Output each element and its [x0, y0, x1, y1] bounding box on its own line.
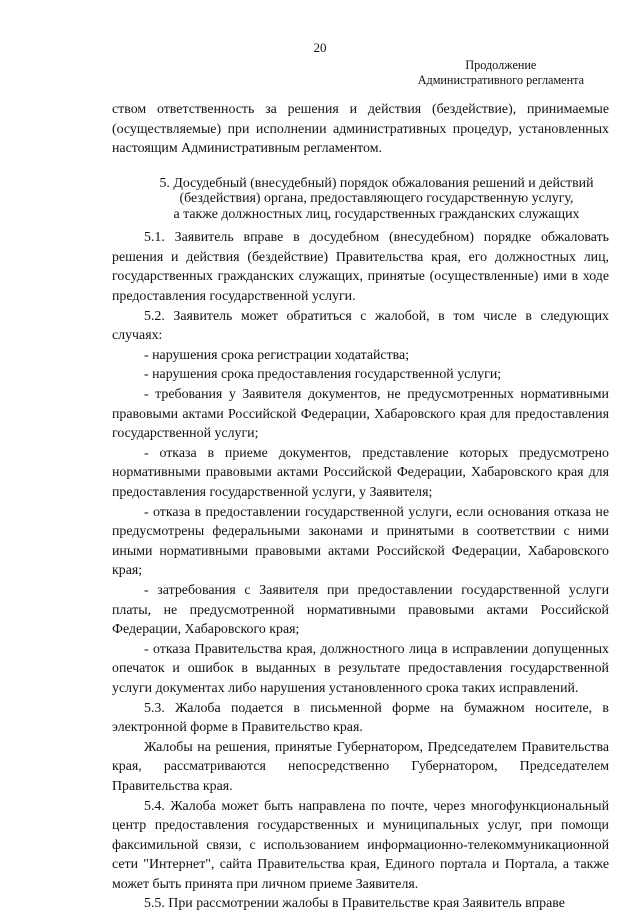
list-item: - нарушения срока регистрации ходатайства; — [144, 347, 410, 363]
list-item: - нарушения срока предоставления государственной услуги; — [144, 367, 502, 383]
section-heading-line: 5. Досудебный (внесудебный) порядок обжалования решений и действий — [159, 175, 594, 191]
paragraph-complaints: Жалобы на решения, принятые Губернатором, Председателем Правительства края, рассматриваются непосредственно Губернатором, Председателем Правительства края. — [112, 739, 609, 794]
list-item: - требования у Заявителя документов, не предусмотренных нормативными правовыми актами Российской Федерации, Хабаровского края для предоставления государственной услуги; — [112, 387, 609, 442]
paragraph-5-3: 5.3. Жалоба подается в письменной форме на бумажном носителе, в электронной форме в Правительство края. — [112, 700, 609, 736]
paragraph-5-1: 5.1. Заявитель вправе в досудебном (внесудебном) порядке обжаловать решения и действия (бездействие) Правительства края, его должностных лиц, государственных гражданских служащих, принятые (осуществленные) ими в ходе предоставления государственной услуги. — [112, 230, 609, 305]
paragraph-5-2: 5.2. Заявитель может обратиться с жалобой, в том числе в следующих случаях: — [112, 308, 609, 344]
section-heading-line: а также должностных лиц, государственных гражданских служащих — [173, 206, 580, 222]
section-heading-line: (бездействия) органа, предоставляющего государственную услугу, — [179, 191, 574, 207]
document-body — [112, 100, 609, 914]
list-item: - отказа в предоставлении государственной услуги, если основания отказа не предусмотрены федеральными законами и принятыми в соответствии с ними иными нормативными правовыми актами Российской Федерации, Хабаровского края; — [112, 504, 609, 579]
list-item: - отказа в приеме документов, представление которых предусмотрено нормативными правовыми актами Российской Федерации, Хабаровского края для предоставления государственной услуги, у Заявителя; — [112, 445, 609, 500]
page-number: 20 — [313, 40, 327, 55]
header-note — [418, 58, 584, 88]
header-note-line: Продолжение — [465, 58, 537, 72]
list-item: - затребования с Заявителя при предоставлении государственной услуги платы, не предусмотренной нормативными правовыми актами Российской Федерации, Хабаровского края; — [112, 582, 609, 638]
header-note-line: Административного регламента — [417, 73, 584, 87]
paragraph-5-5: 5.5. При рассмотрении жалобы в Правительстве края Заявитель вправе — [144, 896, 565, 912]
list-item: - отказа Правительства края, должностного лица в исправлении допущенных опечаток и ошибок в выданных в результате предоставления государственной услуги документах либо нарушения установленного срока таких исправлений. — [112, 641, 609, 696]
section-heading — [112, 176, 609, 223]
intro-paragraph: ством ответственность за решения и действия (бездействие), принимаемые (осуществляемые) при исполнении административных процедур, установленных настоящим Административным регламентом. — [112, 102, 609, 157]
paragraph-5-4: 5.4. Жалоба может быть направлена по почте, через многофункциональный центр предоставления государственных и муниципальных услуг, при помощи факсимильной связи, с использованием информационно-телекоммуникационной сети "Интернет", сайта Правительства края, Единого портала и Портала, а также может быть принята при личном приеме Заявителя. — [112, 798, 609, 892]
